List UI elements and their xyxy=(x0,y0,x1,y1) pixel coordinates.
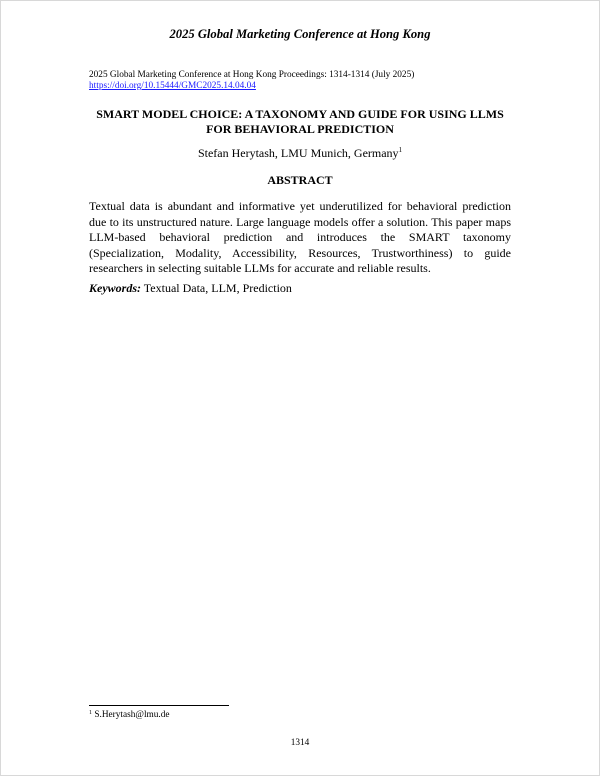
abstract-heading: ABSTRACT xyxy=(267,173,333,187)
abstract-text: Textual data is abundant and informative yet underutilized for behavioral prediction due to its unstructured nature. Large language models offer a solution. This paper maps LLM-based behavioral prediction and introduces the SMART taxonomy (Specialization, Modality, Accessibility, Resources, Trustworthiness) to guide researchers in selecting suitable LLMs for accurate and reliable results. xyxy=(89,199,511,276)
page-number: 1314 xyxy=(290,738,310,748)
keywords-line xyxy=(89,281,511,296)
keywords-text: Textual Data, LLM, Prediction xyxy=(143,281,292,295)
author-footnote-mark: 1 xyxy=(398,146,403,154)
author-line xyxy=(0,146,600,161)
keywords-label: Keywords: xyxy=(89,281,141,295)
running-header: 2025 Global Marketing Conference at Hong Kong xyxy=(169,27,431,41)
footnote-email: S.Herytash@lmu.de xyxy=(94,710,170,720)
footnote-divider xyxy=(89,705,229,706)
doi-link[interactable]: https://doi.org/10.15444/GMC2025.14.04.04 xyxy=(89,81,256,91)
proceedings-citation: 2025 Global Marketing Conference at Hong Kong Proceedings: 1314-1314 (July 2025) xyxy=(89,70,415,80)
author-name: Stefan Herytash, LMU Munich, Germany xyxy=(197,146,399,160)
footnote xyxy=(89,710,170,720)
paper-title: SMART MODEL CHOICE: A TAXONOMY AND GUIDE FOR USING LLMS FOR BEHAVIORAL PREDICTION xyxy=(96,107,504,136)
footnote-mark: 1 xyxy=(89,710,92,716)
